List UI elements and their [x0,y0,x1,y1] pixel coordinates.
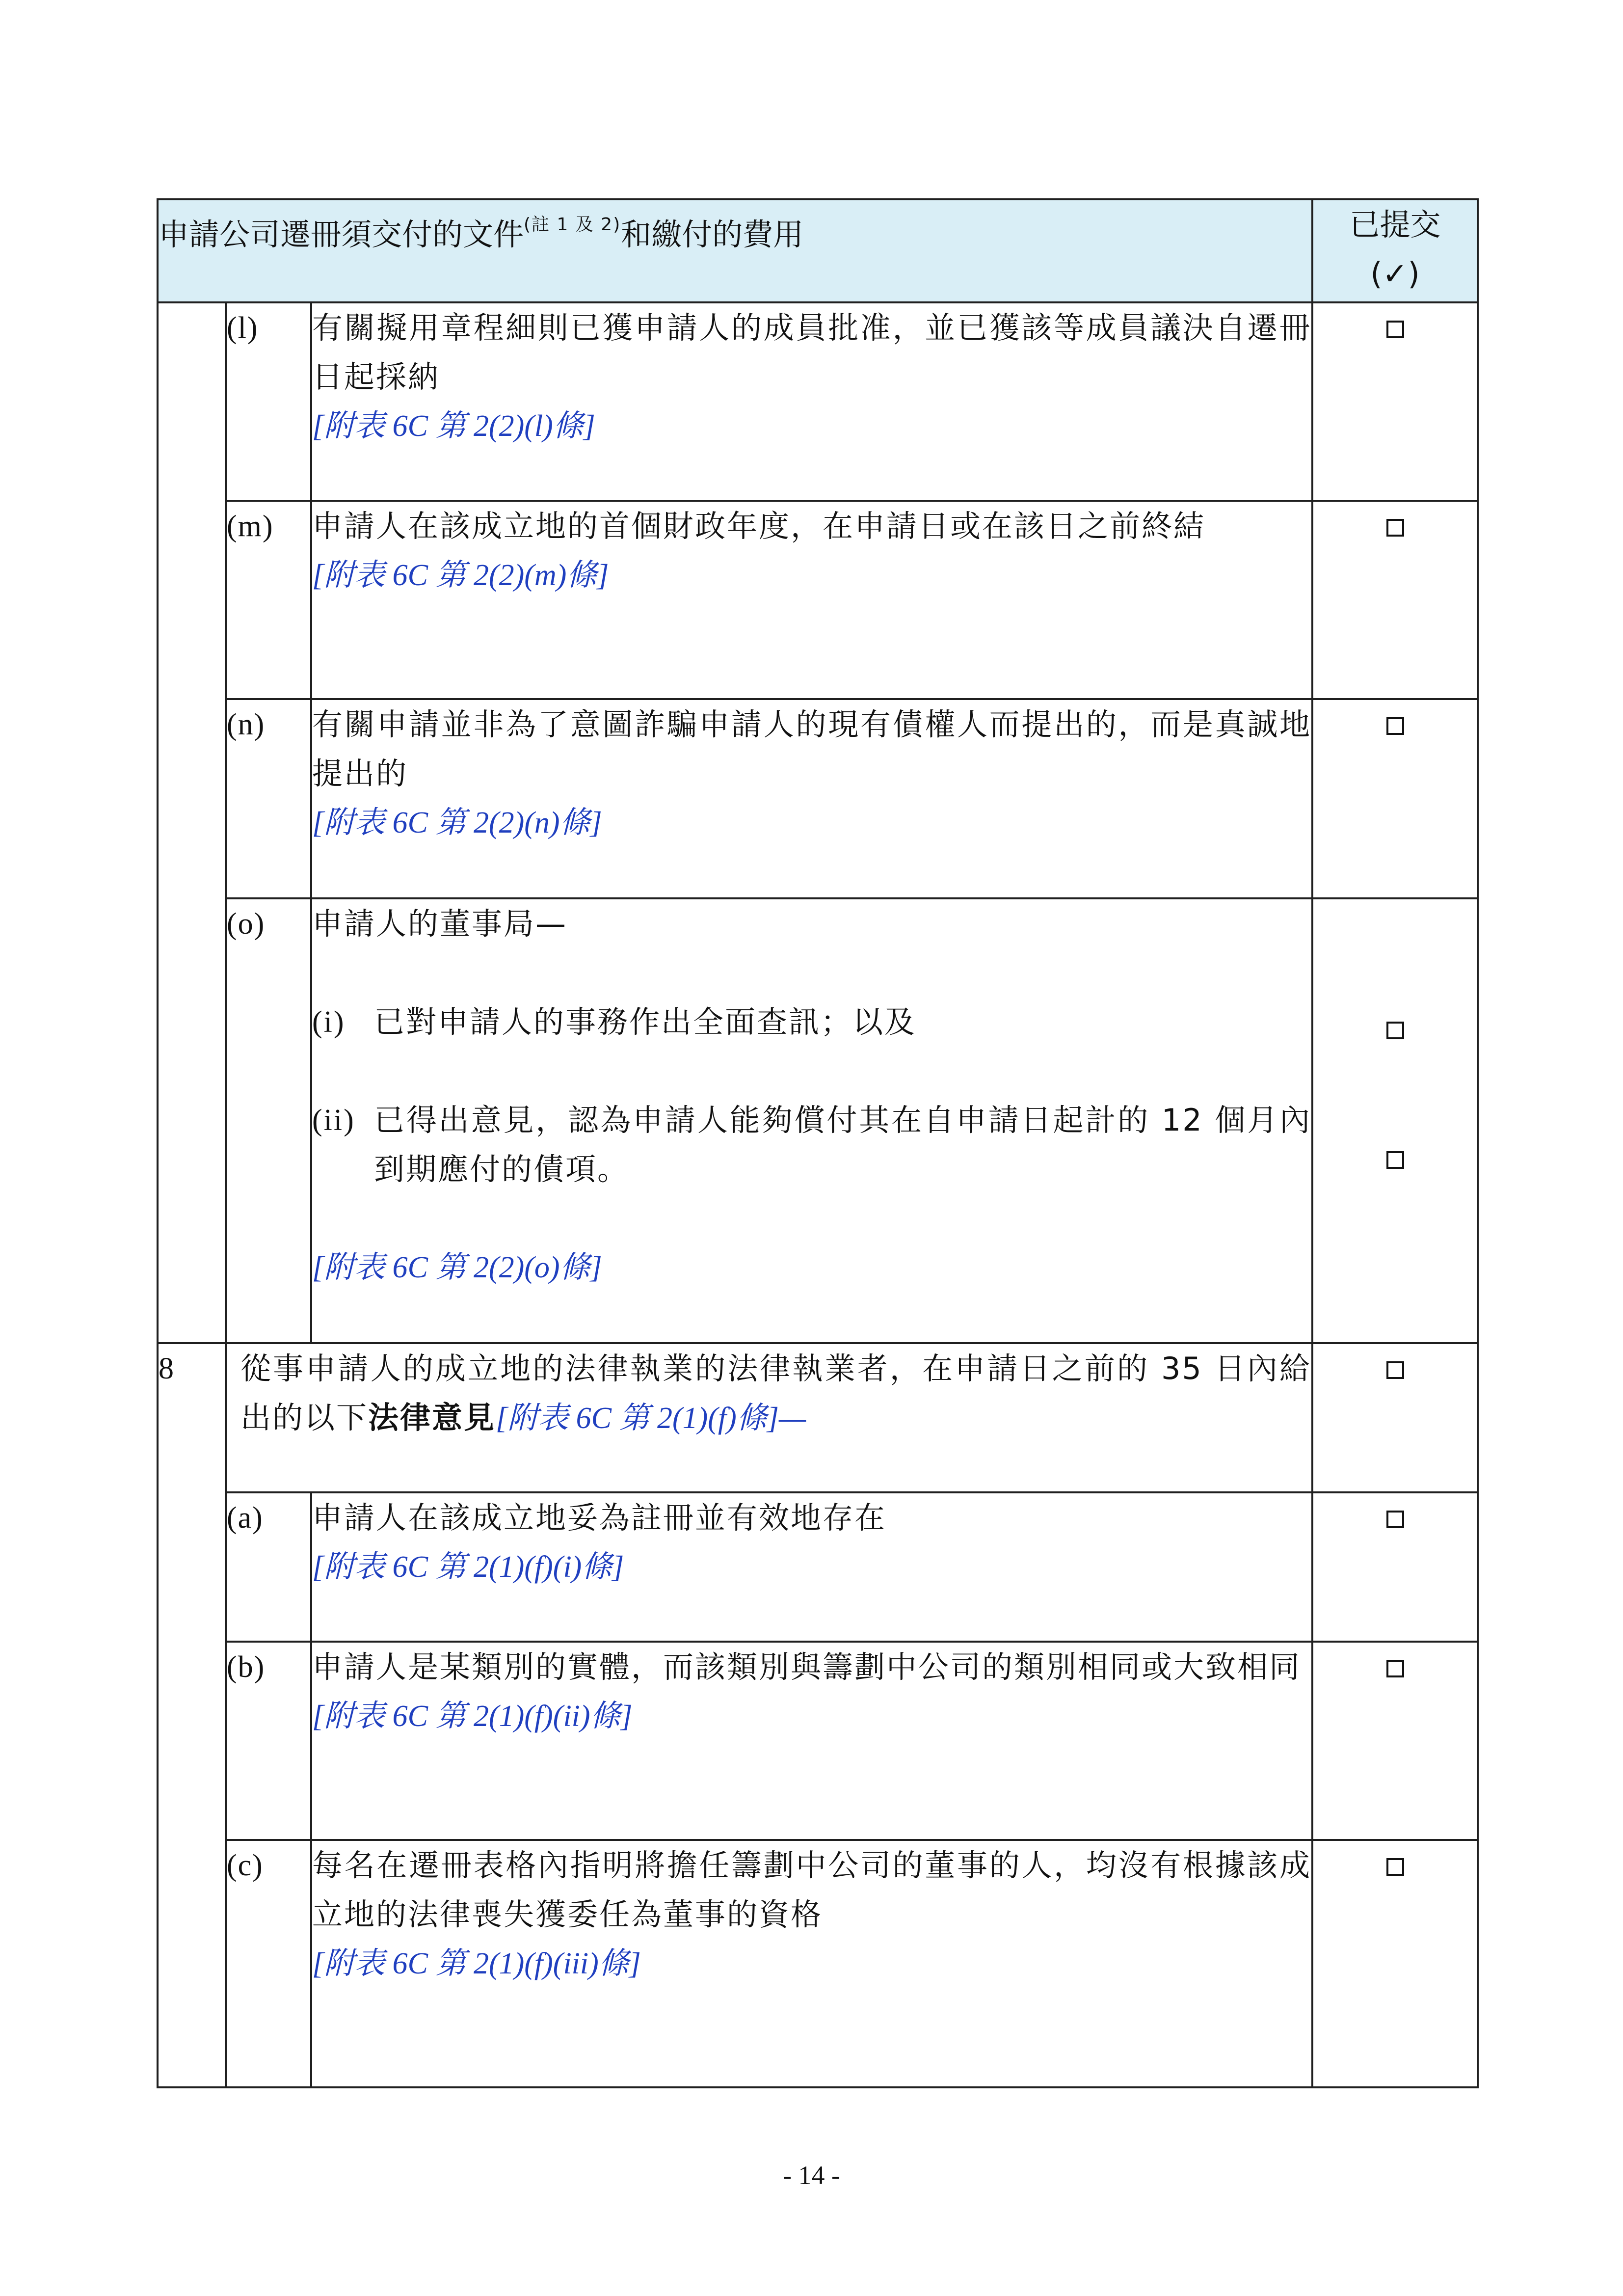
row-text-l [311,302,1312,501]
row-dash-8: — [778,1402,806,1435]
tick-label: (✓) [1370,256,1420,292]
checkbox-cell-8 [1312,1343,1478,1492]
submitted-label: 已提交 [1349,207,1441,243]
table-row-o [158,898,1478,1343]
row-description-n: 有關申請並非為了意圖詐騙申請人的現有債權人而提出的，而是真誠地提出的 [312,706,1311,791]
empty-checkbox-icon[interactable] [1386,1858,1404,1876]
row-text-o [311,898,1312,1343]
row-reference-b: [附表 6C 第 2(1)(f)(ii)條] [312,1700,633,1733]
row-label-m: (m) [226,501,311,699]
row-reference-8: [附表 6C 第 2(1)(f)條] [496,1402,779,1435]
table-row-a [158,1492,1478,1642]
sub-item-text-i: 已對申請人的事務作出全面查訊；以及 [374,1004,917,1040]
empty-checkbox-icon[interactable] [1386,1022,1404,1039]
row-text-c [311,1840,1312,2087]
sub-item-label-ii: (ii) [312,1104,355,1137]
sub-item-text-ii: 已得出意見，認為申請人能夠償付其在自申請日起計的 12 個月內到期應付的債項。 [374,1102,1311,1187]
checkbox-cell-b [1312,1642,1478,1840]
header-note: (註 1 及 2) [524,215,621,235]
row-description-a: 申請人在該成立地妥為註冊並有效地存在 [312,1500,887,1536]
empty-checkbox-icon[interactable] [1386,1511,1404,1528]
row-reference-a: [附表 6C 第 2(1)(f)(i)條] [312,1550,624,1584]
table-row-8 [158,1343,1478,1492]
header-title: 申請公司遷冊須交付的文件 [159,216,524,252]
row-description-8: 從事申請人的成立地的法律執業的法律執業者，在申請日之前的 35 日內給出的以下 [240,1351,1311,1435]
table-row-m [158,501,1478,699]
row-text-b [311,1642,1312,1840]
empty-checkbox-icon[interactable] [1386,1660,1404,1677]
checkbox-cell-o [1312,898,1478,1343]
empty-checkbox-icon[interactable] [1386,321,1404,338]
empty-checkbox-icon[interactable] [1386,717,1404,735]
documents-table [157,198,1479,2088]
row-label-o: (o) [226,898,311,1343]
row-reference-n: [附表 6C 第 2(2)(n)條] [312,806,602,839]
empty-checkbox-icon[interactable] [1386,1361,1404,1379]
legal-opinion-label: 法律意見 [368,1400,496,1435]
row-text-n [311,699,1312,898]
sub-item-i [312,998,1311,1047]
sub-item-ii [312,1096,1311,1194]
sub-item-label-i: (i) [312,1005,346,1039]
item-number-cell-empty [158,302,226,1343]
row-description-m: 申請人在該成立地的首個財政年度，在申請日或在該日之前終結 [312,508,1206,544]
checkbox-cell-n [1312,699,1478,898]
table-row-c [158,1840,1478,2087]
row-label-c: (c) [226,1840,311,2087]
table-header-row [158,199,1478,302]
row-reference-o: [附表 6C 第 2(2)(o)條] [312,1251,602,1284]
row-text-m [311,501,1312,699]
submitted-header-cell [1312,199,1478,302]
row-description-b: 申請人是某類別的實體，而該類別與籌劃中公司的類別相同或大致相同 [312,1649,1302,1685]
table-row-b [158,1642,1478,1840]
row-text-a [311,1492,1312,1642]
header-title-suffix: 和繳付的費用 [621,216,804,252]
row-label-b: (b) [226,1642,311,1840]
checkbox-cell-a [1312,1492,1478,1642]
row-description-l: 有關擬用章程細則已獲申請人的成員批准，並已獲該等成員議決自遷冊日起採納 [312,310,1311,395]
checkbox-cell-m [1312,501,1478,699]
empty-checkbox-icon[interactable] [1386,519,1404,537]
row-reference-m: [附表 6C 第 2(2)(m)條] [312,559,609,592]
item-number-8: 8 [158,1343,226,2087]
row-text-8 [226,1343,1312,1492]
row-description-c: 每名在遷冊表格內指明將擔任籌劃中公司的董事的人，均沒有根據該成立地的法律喪失獲委任為董事的資格 [312,1847,1311,1932]
row-description-o: 申請人的董事局— [312,906,568,942]
table-row-n [158,699,1478,898]
row-reference-l: [附表 6C 第 2(2)(l)條] [312,409,595,443]
checkbox-cell-c [1312,1840,1478,2087]
checkbox-cell-l [1312,302,1478,501]
table-row-l [158,302,1478,501]
row-label-l: (l) [226,302,311,501]
page-number: - 14 - [783,2161,840,2190]
header-title-cell [158,199,1312,302]
empty-checkbox-icon[interactable] [1386,1151,1404,1169]
row-reference-c: [附表 6C 第 2(1)(f)(iii)條] [312,1947,641,1980]
row-label-a: (a) [226,1492,311,1642]
row-label-n: (n) [226,699,311,898]
